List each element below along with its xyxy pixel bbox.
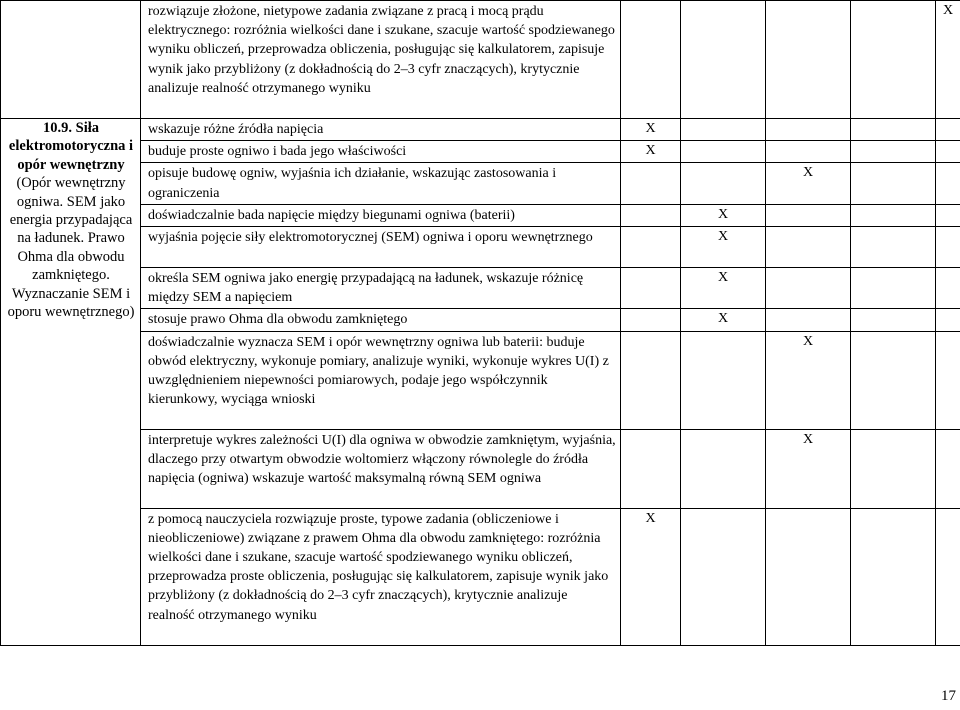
mark-cell — [936, 163, 960, 204]
mark-cell — [681, 163, 766, 204]
mark-cell — [851, 163, 936, 204]
mark-cell: X — [936, 1, 960, 119]
table-row — [1, 163, 960, 204]
table-row — [1, 429, 960, 508]
topic-description: (Opór wewnętrzny ogniwa. SEM jako energia przypadająca na ładunek. Prawo Ohma dla obwodu zamkniętego. Wyznaczanie SEM i oporu wewnętrznego) — [7, 175, 135, 321]
table-row — [1, 268, 960, 309]
mark-cell — [936, 309, 960, 331]
mark-cell: X — [621, 508, 681, 645]
table-row — [1, 204, 960, 226]
table-row — [1, 1, 960, 119]
mark-cell — [766, 309, 851, 331]
mark-cell — [851, 141, 936, 163]
mark-cell — [851, 1, 936, 119]
mark-cell — [766, 141, 851, 163]
requirement-text: opisuje budowę ogniw, wyjaśnia ich działanie, wskazując zastosowania i ograniczenia — [141, 163, 621, 204]
mark-cell: X — [766, 163, 851, 204]
requirement-text: określa SEM ogniwa jako energię przypadającą na ładunek, wskazuje różnicę między SEM a napięciem — [141, 268, 621, 309]
mark-cell — [621, 1, 681, 119]
mark-cell — [766, 119, 851, 141]
mark-cell — [936, 141, 960, 163]
mark-cell — [621, 331, 681, 429]
requirement-text: rozwiązuje złożone, nietypowe zadania związane z pracą i mocą prądu elektrycznego: rozróżnia wielkości dane i szukane, szacuje wartość spodziewanego wyniku obliczeń, przeprowadza obliczenia, posługując się kalkulatorem, zapisuje wynik jako przybliżony (z dokładnością do 2–3 cyfr znaczących), krytycznie analizuje realność otrzymanego wyniku — [141, 1, 621, 119]
requirement-text: doświadczalnie wyznacza SEM i opór wewnętrzny ogniwa lub baterii: buduje obwód elektryczny, wykonuje pomiary, analizuje wyniki, wykonuje wykres U(I) z uwzględnieniem niepewności pomiarowych, podaje jego współczynnik kierunkowy, wyciąga wnioski — [141, 331, 621, 429]
mark-cell — [681, 1, 766, 119]
mark-cell: X — [681, 268, 766, 309]
mark-cell: X — [681, 204, 766, 226]
requirement-text: wskazuje różne źródła napięcia — [141, 119, 621, 141]
mark-cell — [851, 309, 936, 331]
requirement-text: stosuje prawo Ohma dla obwodu zamkniętego — [141, 309, 621, 331]
mark-cell — [936, 268, 960, 309]
mark-cell — [621, 268, 681, 309]
topic-cell — [1, 119, 141, 646]
mark-cell — [851, 227, 936, 268]
mark-cell — [681, 331, 766, 429]
requirement-text: z pomocą nauczyciela rozwiązuje proste, typowe zadania (obliczeniowe i nieobliczeniowe) związane z prawem Ohma dla obwodu zamkniętego: rozróżnia wielkości dane i szukane, szacuje wartość spodziewanego wyniku obliczeń, przeprowadza proste obliczenia, posługując się kalkulatorem, zapisuje wynik jako przybliżony (z dokładnością do 2–3 cyfr znaczących), krytycznie analizuje realność otrzymanego wyniku — [141, 508, 621, 645]
table-row — [1, 508, 960, 645]
mark-cell — [766, 508, 851, 645]
topic-title: 10.9. Siła elektromotoryczna i opór wewnętrzny — [8, 120, 134, 173]
mark-cell — [936, 204, 960, 226]
requirement-text: interpretuje wykres zależności U(I) dla ogniwa w obwodzie zamkniętym, wyjaśnia, dlaczego przy otwartym obwodzie woltomierz włączony równolegle do źródła napięcia (ogniwa) wskazuje wartość maksymalną równą SEM ogniwa — [141, 429, 621, 508]
mark-cell — [681, 508, 766, 645]
table-row — [1, 141, 960, 163]
mark-cell: X — [766, 331, 851, 429]
mark-cell — [681, 141, 766, 163]
mark-cell — [766, 1, 851, 119]
mark-cell — [621, 309, 681, 331]
mark-cell: X — [681, 227, 766, 268]
mark-cell — [681, 429, 766, 508]
mark-cell — [851, 331, 936, 429]
mark-cell — [851, 119, 936, 141]
mark-cell: X — [766, 429, 851, 508]
table-row — [1, 309, 960, 331]
mark-cell — [766, 268, 851, 309]
mark-cell — [681, 119, 766, 141]
requirement-text: buduje proste ogniwo i bada jego właściwości — [141, 141, 621, 163]
mark-cell — [621, 204, 681, 226]
page-number: 17 — [941, 688, 956, 704]
mark-cell — [766, 227, 851, 268]
mark-cell — [851, 429, 936, 508]
mark-cell — [621, 429, 681, 508]
mark-cell — [936, 508, 960, 645]
table-row — [1, 331, 960, 429]
table-row — [1, 119, 960, 141]
mark-cell: X — [621, 119, 681, 141]
mark-cell — [936, 429, 960, 508]
requirement-text: wyjaśnia pojęcie siły elektromotorycznej (SEM) ogniwa i oporu wewnętrznego — [141, 227, 621, 268]
mark-cell: X — [681, 309, 766, 331]
mark-cell — [851, 268, 936, 309]
mark-cell — [621, 227, 681, 268]
mark-cell — [766, 204, 851, 226]
mark-cell: X — [621, 141, 681, 163]
mark-cell — [936, 331, 960, 429]
mark-cell — [936, 227, 960, 268]
table-row — [1, 227, 960, 268]
topic-cell-empty — [1, 1, 141, 119]
mark-cell — [851, 204, 936, 226]
mark-cell — [621, 163, 681, 204]
mark-cell — [851, 508, 936, 645]
requirement-text: doświadczalnie bada napięcie między biegunami ogniwa (baterii) — [141, 204, 621, 226]
mark-cell — [936, 119, 960, 141]
